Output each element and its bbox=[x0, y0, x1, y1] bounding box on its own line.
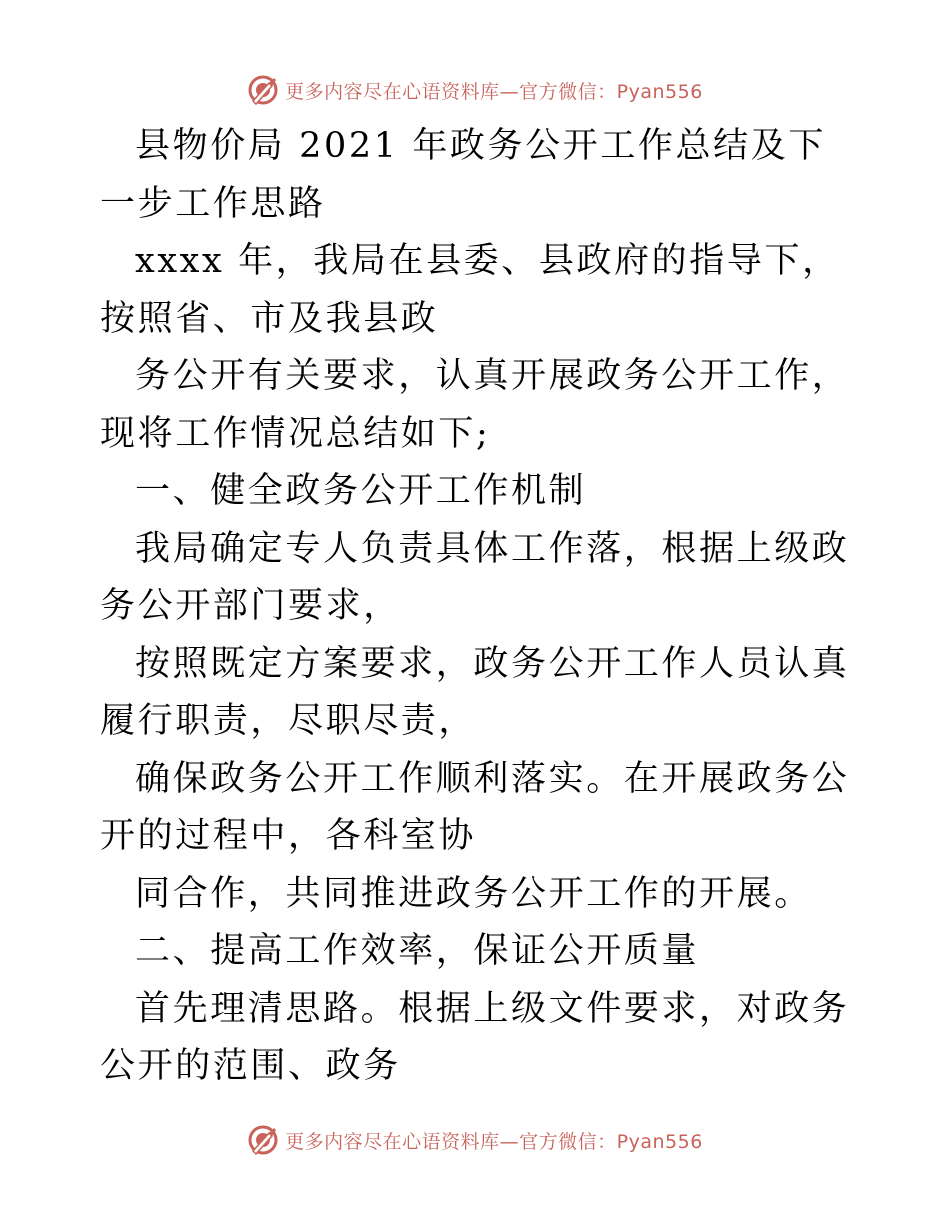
logo-pen-icon bbox=[247, 74, 279, 106]
paragraph: xxxx 年，我局在县委、县政府的指导下，按照省、市及我县政 bbox=[100, 241, 840, 339]
paragraph: 同合作，共同推进政务公开工作的开展。 bbox=[135, 873, 812, 914]
paragraph: 按照既定方案要求，政务公开工作人员认真履行职责，尽职尽责， bbox=[100, 643, 850, 741]
document-body bbox=[100, 118, 860, 1096]
paragraph: 务公开有关要求，认真开展政务公开工作，现将工作情况总结如下; bbox=[100, 356, 850, 454]
paragraph: 确保政务公开工作顺利落实。在开展政务公开的过程中，各科室协 bbox=[100, 758, 850, 856]
paragraph: 我局确定专人负责具体工作落，根据上级政务公开部门要求， bbox=[100, 528, 850, 626]
watermark-banner-bottom bbox=[0, 1122, 950, 1158]
section-heading: 一、健全政务公开工作机制 bbox=[135, 471, 587, 511]
watermark-banner-top bbox=[0, 72, 950, 108]
document-title: 县物价局 2021 年政务公开工作总结及下一步工作思路 bbox=[100, 126, 826, 224]
watermark-text: 更多内容尽在心语资料库—官方微信：Pyan556 bbox=[285, 80, 703, 103]
section-heading: 二、提高工作效率，保证公开质量 bbox=[135, 931, 700, 971]
watermark-text: 更多内容尽在心语资料库—官方微信：Pyan556 bbox=[285, 1130, 703, 1153]
logo-pen-icon bbox=[247, 1124, 279, 1156]
paragraph: 首先理清思路。根据上级文件要求，对政务公开的范围、政务 bbox=[100, 988, 850, 1086]
